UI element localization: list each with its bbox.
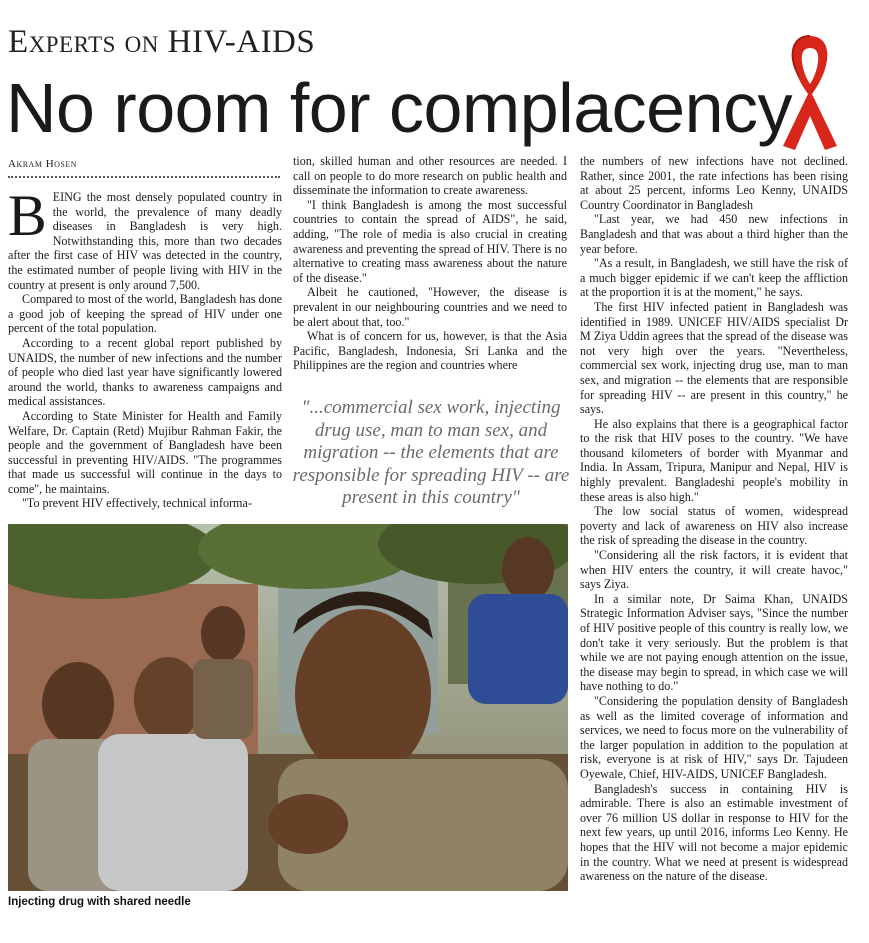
paragraph: The low social status of women, widespread poverty and lack of awareness on HIV also increase the risk of spreading the disease in the country. [580,504,848,548]
paragraph: In a similar note, Dr Saima Khan, UNAIDS Strategic Information Adviser says, "Since the number of HIV positive people of this country is really low, we don't take it very seriously. But the problem is that while we are not paying enough attention on the issue, the disease may begin to spread, in which case we will have nothing to do." [580,591,848,694]
paragraph: Bangladesh's success in containing HIV is admirable. There is also an estimable investment of over 76 million US dollar in response to HIV for the next few years, up until 2016, informs Leo Kenny. He hopes that the HIV will not become a major epidemic in the country. What we need at present is widespread awareness on the nature of the disease. [580,781,848,884]
paragraph: "Considering all the risk factors, it is evident that when HIV enters the country, it will create havoc," says Ziya. [580,548,848,592]
paragraph: Albeit he cautioned, "However, the disease is prevalent in our neighbouring countries and we need to be alert about that, too." [293,285,567,329]
pull-quote: "...commercial sex work, injecting drug use, man to man sex, and migration -- the elements that are responsible for spreading HIV -- are present in this country" [292,397,570,508]
paragraph: tion, skilled human and other resources are needed. I call on people to do more research on public health and disseminate the information to create awareness. [293,154,567,198]
paragraph: According to State Minister for Health and Family Welfare, Dr. Captain (Retd) Mujibur Rahman Fakir, the people and the government of Bangladesh have been successful in preventing HIV/AIDS. "The programmes that made us successful will continue in the days to come", he maintains. [8,408,282,496]
paragraph: According to a recent global report published by UNAIDS, the number of new infections and the number of people who died last year have significantly lowered around the world, thanks to awareness campaigns and medical assistances. [8,335,282,409]
paragraph: "Considering the population density of Bangladesh as well as the limited coverage of information and services, we need to focus more on the vulnerability of the larger population in addition to the population at risk, everyone is at risk of HIV," says Dr. Tajudeen Oyewale, Chief, HIV-AIDS, UNICEF Bangladesh. [580,693,848,781]
paragraph: He also explains that there is a geographical factor to the risk that HIV poses to the country. "We have thousand kilometers of border with Myanmar and India. In Assam, Tripura, Manipur and Nepal, HIV is highly prevalent. Bangladeshi people's mobility in these areas is also high." [580,416,848,504]
article-byline: Akram Hosen [8,158,280,178]
article-column-1 [8,183,282,511]
article-column-3 [580,154,848,884]
photo-illustration [8,524,568,891]
article-column-2 [293,154,567,373]
article-headline: No room for complacency [6,69,793,147]
red-ribbon-icon [775,28,845,153]
article-kicker: Experts on HIV-AIDS [8,24,316,60]
paragraph: "Last year, we had 450 new infections in Bangladesh and that was about a third higher than the year before. [580,212,848,256]
photo-caption: Injecting drug with shared needle [8,896,191,908]
paragraph: the numbers of new infections have not declined. Rather, since 2001, the rate infections has been rising at about 25 percent, informs Leo Kenny, UNAIDS Country Coordinator in Bangladesh [580,154,848,212]
article-photo [8,524,568,891]
paragraph [8,183,282,292]
paragraph: What is of concern for us, however, is that the Asia Pacific, Bangladesh, Indonesia, Sri Lanka and the Philippines are the region and countries where [293,329,567,373]
drop-cap: B [8,183,47,248]
paragraph: "To prevent HIV effectively, technical informa- [22,496,252,511]
paragraph: Compared to most of the world, Bangladesh has done a good job of keeping the spread of HIV under one percent of the total population. [8,292,282,336]
paragraph: "As a result, in Bangladesh, we still have the risk of a much bigger epidemic if we can't keep the affliction at the proportion it is at the moment," he says. [580,256,848,300]
paragraph: The first HIV infected patient in Bangladesh was identified in 1989. UNICEF HIV/AIDS specialist Dr M Ziya Uddin agrees that the spread of the disease was not very high over the years. "Nevertheless, commercial sex work, injecting drug use, man to man sex, and migration -- the elements that are responsible for spreading HIV -- are present in this country," he says. [580,299,848,417]
paragraph-text: EING the most densely populated country in the world, the prevalence of many deadly diseases in Bangladesh is very high. Notwithstanding this, more than two decades after the first case of HIV was detected in the country, the estimated number of people living with HIV in the country at present is only around 7,500. [8,190,282,292]
paragraph: "I think Bangladesh is among the most successful countries to contain the spread of AIDS", he said, adding, "The role of media is also crucial in creating awareness and preventing the spread of HIV. There is no alternative to creating mass awareness about the nature of the disease." [293,197,567,285]
